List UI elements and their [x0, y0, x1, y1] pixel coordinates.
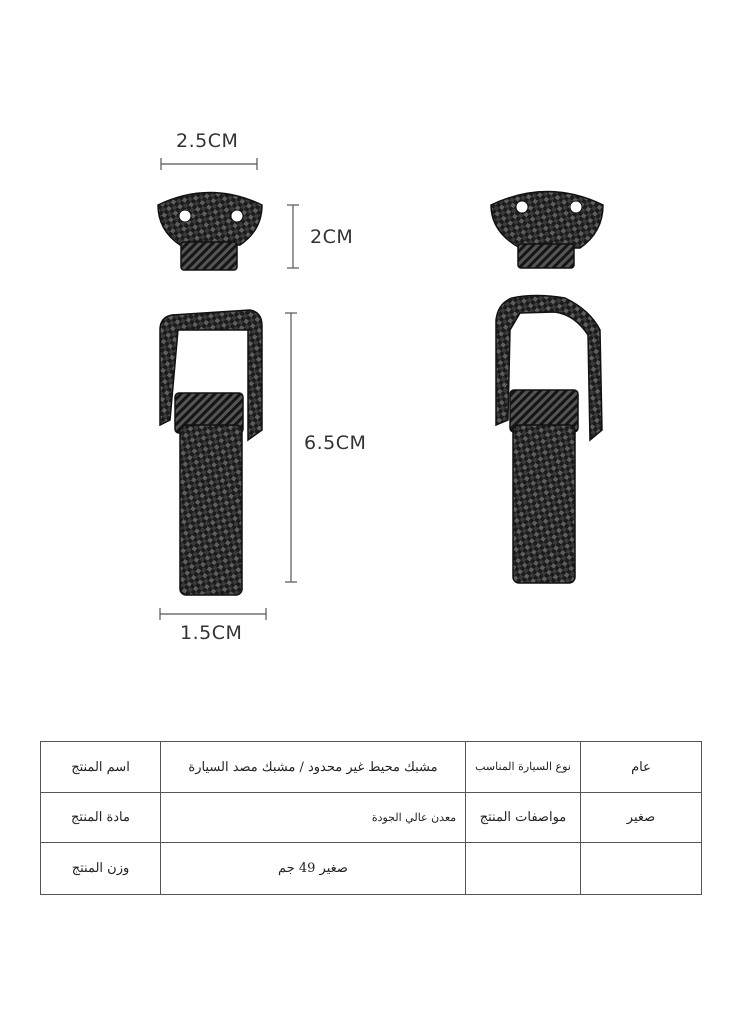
material-value: معدن عالي الجودة: [161, 793, 466, 843]
weight-label: وزن المنتج: [41, 843, 161, 895]
left-latch-body: [160, 310, 262, 595]
car-type-label: نوع السيارة المناسب: [466, 742, 581, 793]
right-latch-body: [496, 296, 602, 584]
latch-width-label: 1.5CM: [180, 622, 243, 644]
spec-table: [40, 741, 702, 895]
product-name-value: مشبك محيط غير محدود / مشبك مصد السيارة: [161, 742, 466, 793]
left-hook-plate: [158, 193, 262, 271]
empty-cell: [466, 843, 581, 895]
spec-label: مواصفات المنتج: [466, 793, 581, 843]
right-hook-plate: [491, 192, 603, 269]
weight-value: صغير 49 جم: [161, 843, 466, 895]
latch-height-label: 6.5CM: [304, 432, 367, 454]
product-name-label: اسم المنتج: [41, 742, 161, 793]
car-type-value: عام: [581, 742, 702, 793]
spec-value: صغير: [581, 793, 702, 843]
material-label: مادة المنتج: [41, 793, 161, 843]
table-row: [41, 793, 702, 843]
hook-width-label: 2.5CM: [176, 130, 239, 152]
table-row: [41, 742, 702, 793]
empty-cell: [581, 843, 702, 895]
hook-height-label: 2CM: [310, 226, 354, 248]
table-row: [41, 843, 702, 895]
